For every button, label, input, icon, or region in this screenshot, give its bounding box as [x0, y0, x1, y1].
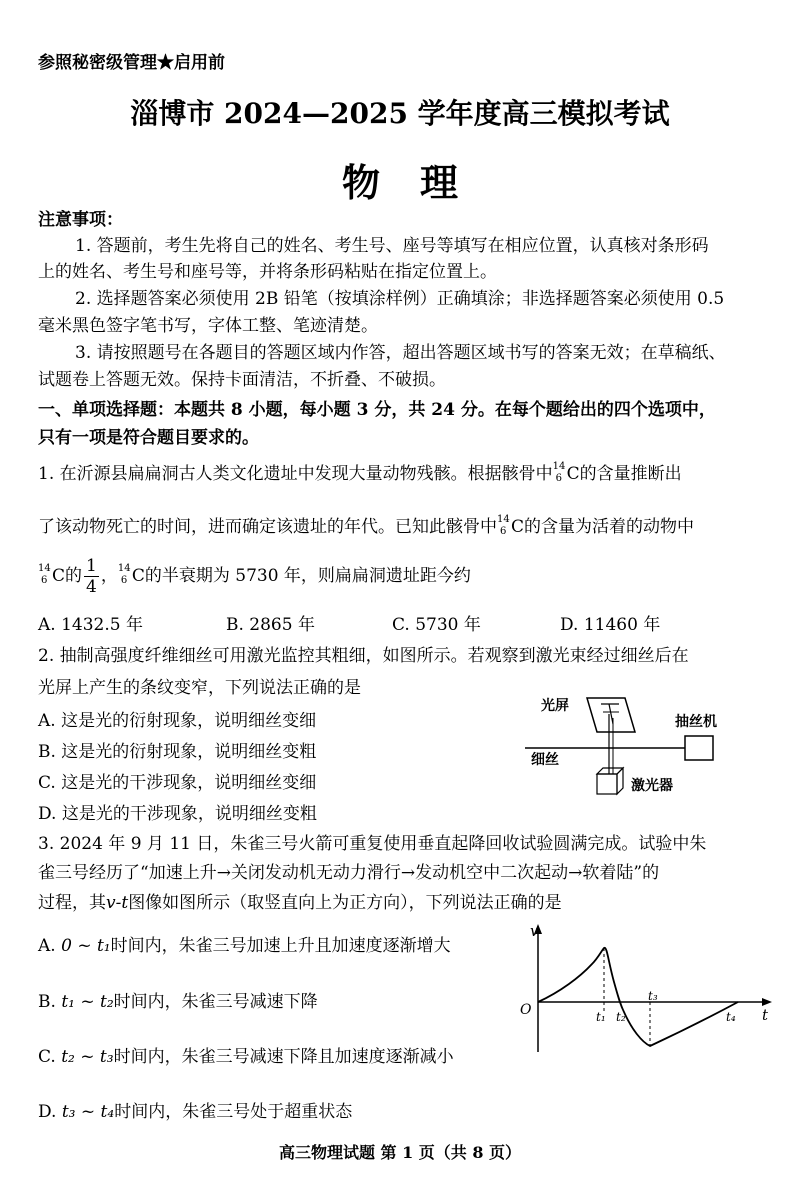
q3-option-b[interactable]: B. t₁ ~ t₂时间内，朱雀三号减速下降 — [38, 992, 318, 1012]
q3-option-c[interactable]: C. t₂ ~ t₃时间内，朱雀三号减速下降且加速度逐渐减小 — [38, 1047, 454, 1067]
q1-line2: 了该动物死亡的时间，进而确定该遗址的年代。已知此骸骨中 14 6 C的含量为活着的动物中 — [38, 514, 695, 537]
q2-option-b[interactable]: B. 这是光的衍射现象，说明细丝变粗 — [38, 742, 317, 762]
wire-label: 细丝 — [531, 752, 559, 768]
q1-line1: 1. 在沂源县扁扁洞古人类文化遗址中发现大量动物残骸。根据骸骨中 14 6 C的含量推断出 — [38, 461, 682, 484]
notice-item3-line2: 试题卷上答题无效。保持卡面清洁，不折叠、不破损。 — [38, 370, 446, 390]
q2-option-a[interactable]: A. 这是光的衍射现象，说明细丝变细 — [38, 711, 317, 731]
q2-line1: 2. 抽制高强度纤维细丝可用激光监控其粗细，如图所示。若观察到激光束经过细丝后在 — [38, 646, 689, 666]
q3-option-a[interactable]: A. 0 ~ t₁时间内，朱雀三号加速上升且加速度逐渐增大 — [38, 936, 451, 956]
vt-graph — [510, 922, 780, 1062]
page-footer: 高三物理试题 第 1 页（共 8 页） — [278, 1143, 522, 1162]
notice-item1-line1: 1. 答题前，考生先将自己的姓名、考生号、座号等填写在相应位置，认真核对条形码 — [75, 236, 709, 256]
t-axis-arrow — [762, 998, 772, 1006]
exam-title: 淄博市 2024—2025 学年度高三模拟考试 — [130, 97, 670, 130]
one-quarter-fraction: $\frac{1}{4}$ — [86, 556, 97, 597]
drawing-machine-box — [685, 736, 713, 760]
laser-setup-figure — [525, 688, 745, 808]
laser-label: 激光器 — [631, 778, 673, 794]
t3-label: t₃ — [648, 989, 658, 1003]
screen-label: 光屏 — [541, 698, 569, 714]
section1-line2: 只有一项是符合题目要求的。 — [38, 428, 259, 448]
q2-line2: 光屏上产生的条纹变窄，下列说法正确的是 — [38, 678, 361, 698]
t4-label: t₄ — [726, 1010, 736, 1024]
notice-item1-line2: 上的姓名、考生号和座号等，并将条形码粘贴在指定位置上。 — [38, 262, 497, 282]
q3-line2: 雀三号经历了“加速上升→关闭发动机无动力滑行→发动机空中二次起动→软着陆”的 — [38, 863, 660, 883]
carbon14-symbol: 14 6 — [38, 563, 51, 586]
q1-line3: 14 6 C的 $\frac{1}{4}$ ， 14 6 C的半衰期为 5730 年，则扁扁洞遗址距今约 — [38, 556, 471, 597]
carbon14-symbol: 14 6 — [552, 461, 566, 484]
notice-item3-line1: 3. 请按照题号在各题目的答题区域内作答，超出答题区域书写的答案无效；在草稿纸、 — [75, 343, 726, 363]
q3-line1: 3. 2024 年 9 月 11 日，朱雀三号火箭可重复使用垂直起降回收试验圆满完成。试验中朱 — [38, 834, 707, 854]
q1-option-b[interactable]: B. 2865 年 — [226, 615, 315, 635]
carbon14-symbol: 14 6 — [497, 514, 510, 537]
t-label: t — [762, 1006, 769, 1024]
machine-label: 抽丝机 — [675, 714, 717, 730]
carbon14-symbol: 14 6 — [117, 563, 131, 586]
q1-option-d[interactable]: D. 11460 年 — [560, 615, 661, 635]
secret-level: 参照秘密级管理★启用前 — [38, 53, 225, 73]
q1-option-c[interactable]: C. 5730 年 — [392, 615, 481, 635]
section1-line1: 一、单项选择题：本题共 8 小题，每小题 3 分，共 24 分。在每个题给出的四个选项中， — [38, 400, 716, 420]
notice-item2-line2: 毫米黑色签字笔书写，字体工整、笔迹清楚。 — [38, 316, 378, 336]
notice-item2-line1: 2. 选择题答案必须使用 2B 铅笔（按填涂样例）正确填涂；非选择题答案必须使用 0.5 — [75, 289, 725, 309]
q2-option-d[interactable]: D. 这是光的干涉现象，说明细丝变粗 — [38, 804, 317, 824]
vt-curve — [538, 948, 738, 1046]
t1-label: t₁ — [596, 1010, 606, 1024]
q1-option-a[interactable]: A. 1432.5 年 — [38, 615, 143, 635]
v-label: v — [530, 922, 539, 940]
t2-label: t₂ — [616, 1010, 626, 1024]
q2-option-c[interactable]: C. 这是光的干涉现象，说明细丝变细 — [38, 773, 317, 793]
subject-title: 物理 — [341, 160, 498, 205]
laser-device-shape — [597, 768, 623, 774]
q3-option-d[interactable]: D. t₃ ~ t₄时间内，朱雀三号处于超重状态 — [38, 1102, 353, 1122]
q3-line3: 过程，其v-t图像如图所示（取竖直向上为正方向），下列说法正确的是 — [38, 893, 562, 913]
notice-heading: 注意事项： — [38, 210, 123, 230]
origin-label: O — [520, 1002, 532, 1018]
